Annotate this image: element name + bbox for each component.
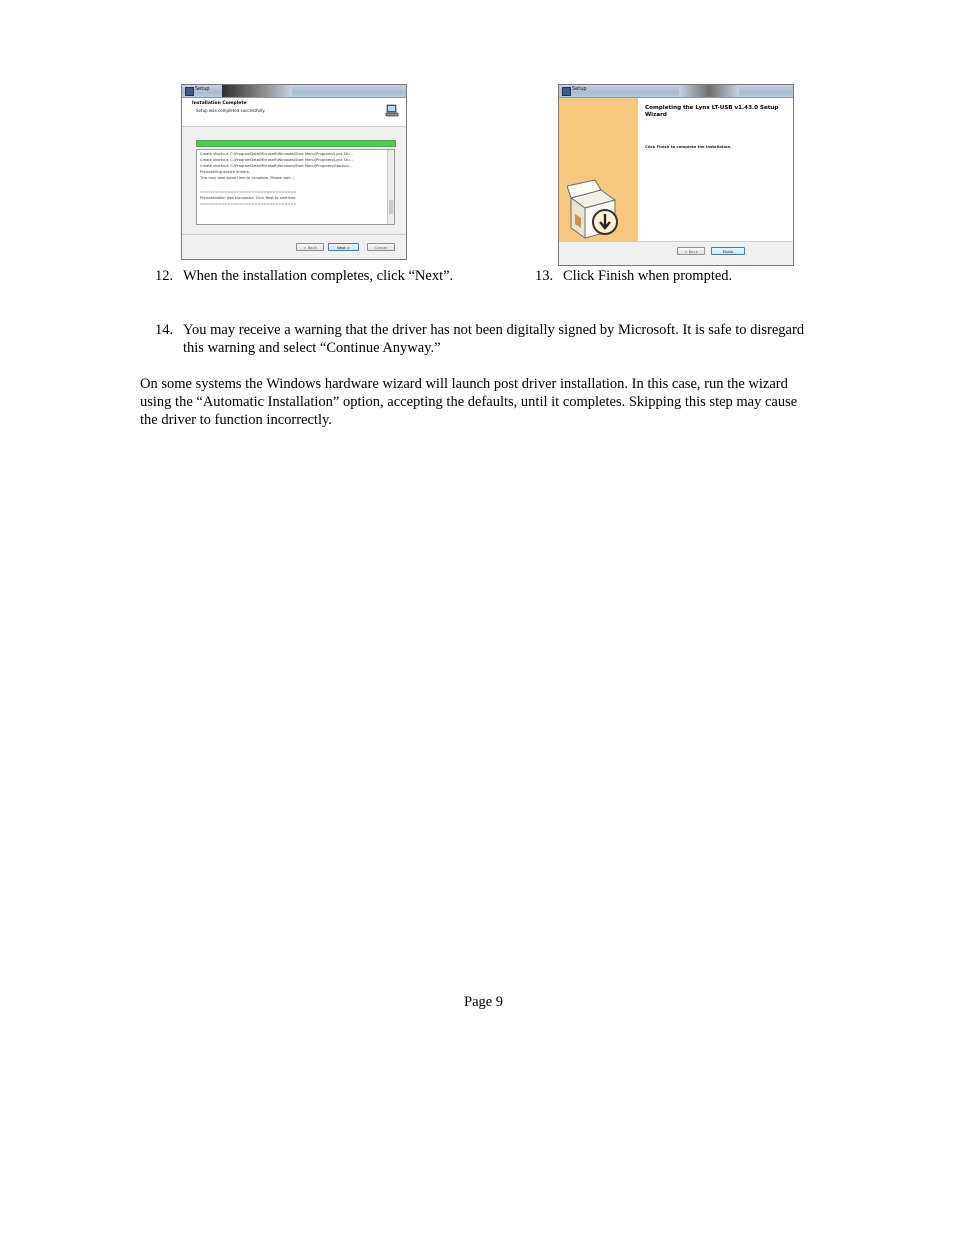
install-log bbox=[196, 149, 395, 225]
step-14-line-1: You may receive a warning that the driver has not been digitally signed by Microsoft. It is safe to disregard bbox=[183, 322, 805, 338]
setup-app-icon bbox=[562, 87, 571, 96]
completing-wizard-screenshot bbox=[558, 84, 794, 266]
page-number: Page 9 bbox=[464, 994, 504, 1010]
paragraph-line-3: the driver to function incorrectly. bbox=[140, 412, 332, 428]
step-14-line-2: this warning and select “Continue Anyway.” bbox=[183, 340, 441, 356]
wizard-heading: Installation Complete bbox=[192, 101, 247, 106]
wizard-instruction: Click Finish to complete the installation. bbox=[645, 144, 732, 149]
install-box-icon bbox=[567, 178, 627, 240]
back-button[interactable]: < Back bbox=[677, 247, 705, 255]
divider bbox=[182, 234, 406, 235]
progress-bar bbox=[196, 140, 396, 147]
wizard-subheading: Setup was completed successfully. bbox=[196, 108, 266, 113]
log-line: Create shortcut: C:\ProgramData\Microsoft\Windows\Start Menu\Programs\Lynx Stu... bbox=[200, 152, 354, 156]
window-titlebar bbox=[182, 85, 406, 98]
log-line: Create shortcut: C:\ProgramData\Microsoft\Windows\Start Menu\Programs\Startup\... bbox=[200, 164, 353, 168]
step-14-number: 14. bbox=[155, 322, 174, 338]
next-button[interactable]: Next > bbox=[328, 243, 359, 251]
installation-complete-screenshot bbox=[181, 84, 407, 260]
log-line: ================================ bbox=[200, 190, 297, 194]
wizard-header bbox=[182, 98, 406, 127]
back-button[interactable]: < Back bbox=[296, 243, 324, 251]
titlebar-gradient bbox=[222, 85, 292, 97]
cancel-button[interactable]: Cancel bbox=[367, 243, 395, 251]
log-line: Preinstalling device drivers. bbox=[200, 170, 250, 174]
paragraph-line-1: On some systems the Windows hardware wizard will launch post driver installation. In this case, run the wizard bbox=[140, 376, 788, 392]
scrollbar-thumb[interactable] bbox=[389, 200, 393, 214]
window-title: Setup bbox=[195, 86, 210, 92]
step-13-caption: Click Finish when prompted. bbox=[563, 268, 733, 284]
step-13-number: 13. bbox=[535, 268, 554, 284]
step-12-number: 12. bbox=[155, 268, 174, 284]
log-line: Create shortcut: C:\ProgramData\Microsoft\Windows\Start Menu\Programs\Lynx Stu... bbox=[200, 158, 354, 162]
divider bbox=[559, 241, 793, 242]
log-scrollbar[interactable] bbox=[387, 150, 394, 224]
titlebar-gradient bbox=[679, 85, 739, 97]
wizard-main-panel bbox=[638, 98, 793, 241]
step-12-caption: When the installation completes, click “Next”. bbox=[183, 268, 454, 284]
log-line: ================================ bbox=[200, 202, 297, 206]
paragraph-line-2: using the “Automatic Installation” option, accepting the defaults, until it completes. Skipping this step may cause bbox=[140, 394, 798, 410]
computer-icon bbox=[385, 104, 399, 118]
log-line: Preinstallation was successful. Click Next to continue. bbox=[200, 196, 297, 200]
window-title: Setup bbox=[572, 86, 587, 92]
window-titlebar bbox=[559, 85, 793, 98]
finish-button[interactable]: Finish bbox=[711, 247, 745, 255]
setup-app-icon bbox=[185, 87, 194, 96]
wizard-heading: Completing the Lynx LT-USB v1.43.0 Setup Wizard bbox=[645, 105, 779, 118]
log-line: This may take some time to complete. Please wait ... bbox=[200, 176, 296, 180]
